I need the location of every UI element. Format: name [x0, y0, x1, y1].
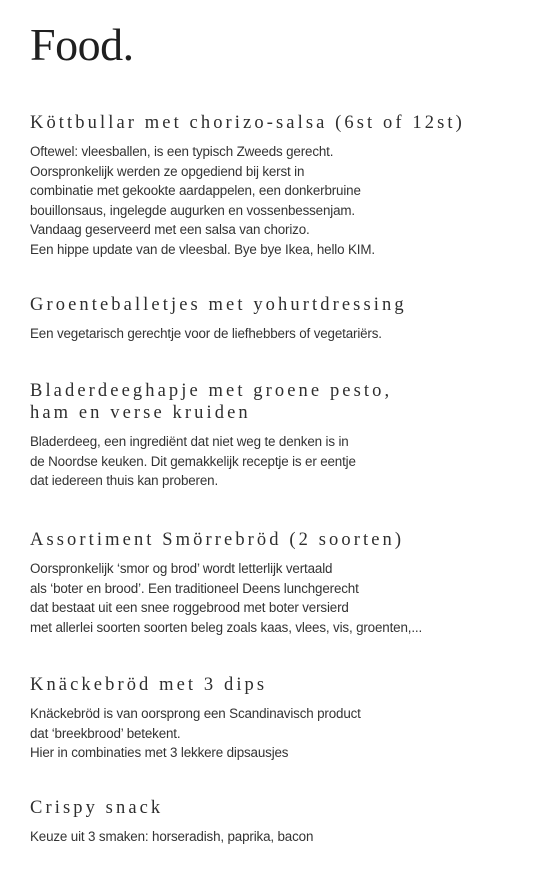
menu-item-description	[30, 432, 545, 491]
menu-item-smorrebrod	[30, 529, 545, 637]
menu-item-title-line: ham en verse kruiden	[30, 403, 251, 423]
menu-item-title-line: Assortiment Smörrebröd (2 soorten)	[30, 530, 405, 550]
description-line: combinatie met gekookte aardappelen, een donkerbruine	[30, 183, 361, 198]
description-line: Knäckebröd is van oorsprong een Scandinavisch product	[30, 706, 361, 721]
menu-item-title-line: Bladerdeeghapje met groene pesto,	[30, 381, 393, 401]
menu-item-title	[30, 294, 545, 316]
description-line: bouillonsaus, ingelegde augurken en vossenbessenjam.	[30, 202, 355, 218]
menu-item-crispy-snack	[30, 797, 545, 847]
menu-item-knackebrod	[30, 674, 545, 763]
description-line: Vandaag geserveerd met een salsa van chorizo.	[30, 222, 310, 237]
description-line: dat iedereen thuis kan proberen.	[30, 473, 219, 488]
menu-item-title	[30, 674, 545, 696]
description-line: Oorspronkelijk ‘smor og brod’ wordt letterlijk vertaald	[30, 561, 333, 576]
description-line: Een hippe update van de vleesbal. Bye bye Ikea, hello KIM.	[30, 241, 375, 257]
description-line: Keuze uit 3 smaken: horseradish, paprika, bacon	[30, 829, 314, 844]
menu-item-title-line: Groenteballetjes met yohurtdressing	[30, 295, 407, 315]
description-line: als ‘boter en brood’. Een traditioneel Deens lunchgerecht	[30, 580, 359, 596]
menu-item-title-line: Knäckebröd met 3 dips	[30, 675, 268, 695]
menu-item-description	[30, 559, 545, 637]
description-line: met allerlei soorten soorten beleg zoals kaas, vlees, vis, groenten,...	[30, 619, 423, 635]
description-line: Bladerdeeg, een ingrediënt dat niet weg te denken is in	[30, 434, 349, 449]
description-line: Hier in combinaties met 3 lekkere dipsausjes	[30, 745, 289, 760]
menu-item-description	[30, 142, 545, 259]
menu-item-title-line: Köttbullar met chorizo-salsa (6st of 12st)	[30, 113, 465, 133]
description-line: Oftewel: vleesballen, is een typisch Zweeds gerecht.	[30, 144, 334, 159]
description-line: dat bestaat uit een snee roggebrood met boter versierd	[30, 600, 349, 615]
menu-item-description	[30, 324, 545, 344]
menu-item-title	[30, 529, 545, 551]
menu-item-description	[30, 704, 545, 763]
menu-item-groenteballetjes	[30, 294, 545, 344]
page-title: Food.	[30, 19, 134, 70]
menu-item-description	[30, 827, 545, 847]
menu-item-title	[30, 380, 545, 424]
menu-item-title	[30, 112, 545, 134]
description-line: de Noordse keuken. Dit gemakkelijk receptje is er eentje	[30, 453, 356, 469]
description-line: Oorspronkelijk werden ze opgediend bij kerst in	[30, 163, 305, 179]
description-line: dat ‘breekbrood’ betekent.	[30, 725, 181, 741]
description-line: Een vegetarisch gerechtje voor de liefhebbers of vegetariërs.	[30, 326, 382, 341]
menu-item-title	[30, 797, 545, 819]
menu-item-kottbullar	[30, 112, 545, 259]
menu-item-title-line: Crispy snack	[30, 798, 164, 818]
menu-item-bladerdeeghapje	[30, 380, 545, 491]
